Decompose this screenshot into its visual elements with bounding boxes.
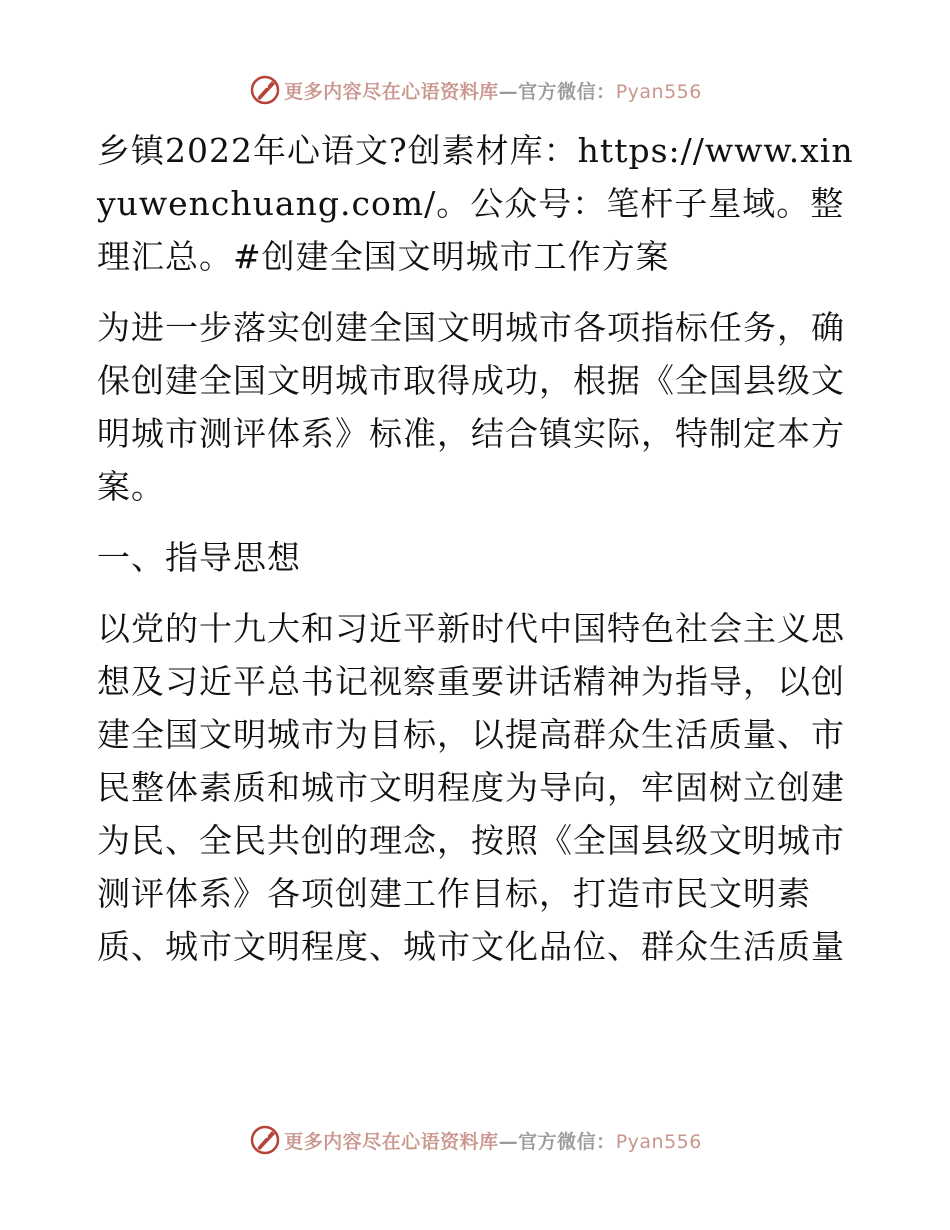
section-heading: 一、指导思想 <box>97 538 301 577</box>
watermark-text: 更多内容尽在心语资料库—官方微信：Pyan556 <box>284 1130 702 1153</box>
quill-logo-icon <box>248 1123 282 1157</box>
document-body <box>97 124 857 973</box>
watermark-text: 更多内容尽在心语资料库—官方微信：Pyan556 <box>284 80 702 103</box>
paragraph-purpose: 为进一步落实创建全国文明城市各项指标任务，确保创建全国文明城市取得成功，根据《全国县级文明城市测评体系》标准，结合镇实际，特制定本方案。 <box>97 308 845 506</box>
paragraph-guiding-thought: 以党的十九大和习近平新时代中国特色社会主义思想及习近平总书记视察重要讲话精神为指导，以创建全国文明城市为目标，以提高群众生活质量、市民整体素质和城市文明程度为导向，牢固树立创建为民、全民共创的理念，按照《全国县级文明城市测评体系》各项创建工作目标，打造市民文明素质、城市文明程度、城市文化品位、群众生活质量 <box>97 609 845 966</box>
watermark-footer <box>0 1120 950 1160</box>
quill-logo-icon <box>248 73 282 107</box>
watermark-header <box>0 70 950 110</box>
paragraph-intro: 乡镇2022年心语文?创素材库：https://www.xinyuwenchuang.com/。公众号：笔杆子星域。整理汇总。#创建全国文明城市工作方案 <box>97 131 854 276</box>
